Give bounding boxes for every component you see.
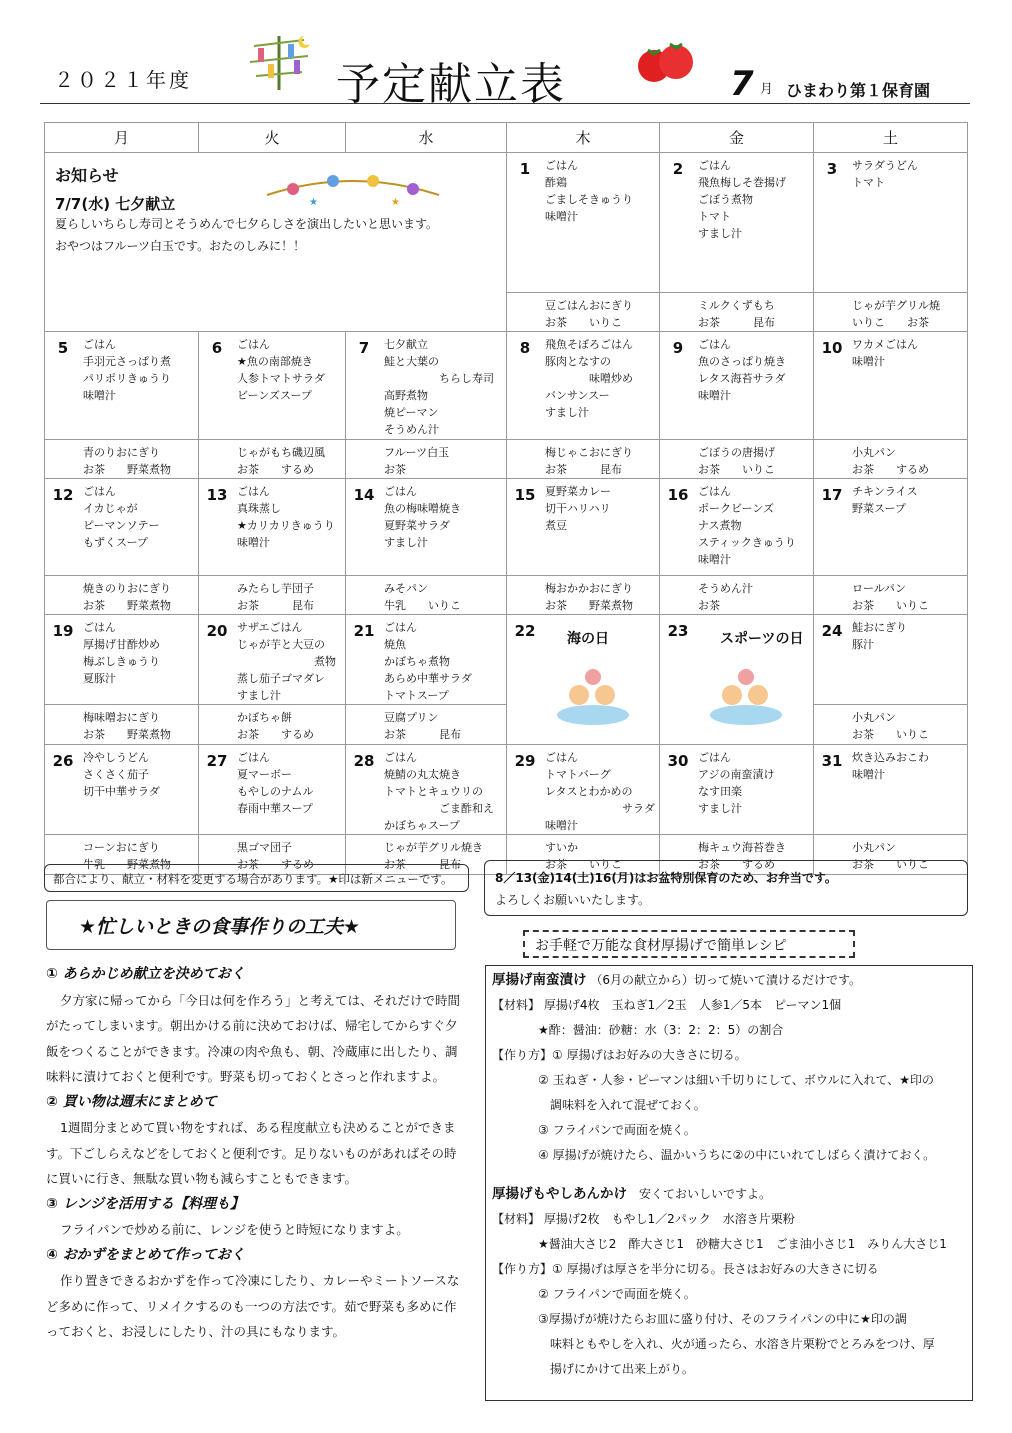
snack-cell xyxy=(660,576,814,615)
day-cell xyxy=(199,615,346,705)
day-cell xyxy=(346,479,507,576)
notice-date: 7/7(水) 七夕献立 xyxy=(55,195,176,213)
snack-cell xyxy=(346,705,507,745)
day-cell xyxy=(507,615,660,745)
day-number: 16 xyxy=(667,486,689,504)
day-number: 26 xyxy=(52,752,74,770)
day-number: 29 xyxy=(514,752,536,770)
day-menu: 七夕献立 鮭と大葉の ちらし寿司 高野煮物 焼ピーマン そうめん汁 xyxy=(384,338,494,436)
notice-box xyxy=(45,153,507,332)
tip-text-2: 1週間分まとめて買い物をすれば、ある程度献立も決めることができます。下ごしらえなどをしておくと便利です。足りないものがあればその時に買いに行き、無駄な買い物も減らすこともできます。 xyxy=(46,1120,457,1186)
snack-cell xyxy=(814,440,968,479)
day-number: 13 xyxy=(206,486,228,504)
day-cell xyxy=(660,745,814,835)
obon-line-1: 8／13(金)14(土)16(月)はお盆特別保育のため、お弁当です。 xyxy=(495,871,837,885)
day-number: 14 xyxy=(353,486,375,504)
recipe-banner-text: お手軽で万能な食材厚揚げで簡単レシピ xyxy=(535,938,787,954)
snack-cell xyxy=(346,440,507,479)
day-menu: ごはん 酢鶏 ごましそきゅうり 味噌汁 xyxy=(545,159,633,223)
recipe-2-step-3b: 味料ともやしを入れ、火が通ったら、水溶き片栗粉でとろみをつけ、厚 xyxy=(550,1337,935,1351)
day-number: 9 xyxy=(672,339,684,357)
day-cell xyxy=(199,479,346,576)
obon-notice xyxy=(484,860,968,916)
day-snack: 焼きのりおにぎり お茶 野菜煮物 xyxy=(83,582,171,612)
day-number: 12 xyxy=(52,486,74,504)
day-menu: ごはん 厚揚げ甘酢炒め 梅ぶしきゅうり 夏豚汁 xyxy=(83,621,160,685)
day-snack: ごぼうの唐揚げ お茶 いりこ xyxy=(698,446,775,476)
snack-cell xyxy=(199,440,346,479)
snack-cell xyxy=(507,440,660,479)
tanabata-garland-icon xyxy=(263,171,443,211)
day-cell xyxy=(199,332,346,440)
day-number: 2 xyxy=(672,160,684,178)
day-menu: ごはん トマトバーグ レタスとわかめの サラダ 味噌汁 xyxy=(545,751,655,832)
day-cell xyxy=(814,745,968,835)
day-number: 3 xyxy=(826,160,838,178)
recipe-2-step-1: 【作り方】① 厚揚げは厚さを半分に切る。長さはお好みの大きさに切る xyxy=(492,1262,879,1276)
snack-cell xyxy=(45,705,199,745)
day-number: 20 xyxy=(206,622,228,640)
snack-cell xyxy=(814,576,968,615)
weekday-5: 土 xyxy=(814,123,968,153)
day-snack: 梅じゃこおにぎり お茶 昆布 xyxy=(545,446,633,476)
day-menu: ごはん 手羽元さっぱり煮 パリポリきゅうり 味噌汁 xyxy=(83,338,171,402)
recipe-2-seasoning: ★醤油大さじ2 酢大さじ1 砂糖大さじ1 ごま油小さじ1 みりん大さじ1 xyxy=(538,1237,947,1251)
day-number: 10 xyxy=(821,339,843,357)
recipe-1-seasoning: ★酢：醤油：砂糖：水（3：2：2：5）の割合 xyxy=(538,1023,784,1037)
day-cell xyxy=(660,479,814,576)
notice-title: お知らせ xyxy=(55,166,119,185)
tips-section xyxy=(46,962,466,1345)
tip-heading-2: ② 買い物は週末にまとめて xyxy=(46,1093,217,1110)
snack-cell xyxy=(814,293,968,332)
svg-text:★: ★ xyxy=(309,197,318,208)
day-number: 8 xyxy=(519,339,531,357)
day-snack: じゃがもち磯辺風 お茶 するめ xyxy=(237,446,325,476)
day-snack: ミルクくずもち お茶 昆布 xyxy=(698,299,775,329)
snack-cell xyxy=(660,293,814,332)
page-header xyxy=(40,20,970,110)
day-snack: みそパン 牛乳 いりこ xyxy=(384,582,461,612)
day-snack: 小丸パン お茶 いりこ xyxy=(852,841,929,871)
day-menu: ごはん ポークビーンズ ナス煮物 スティックきゅうり 味噌汁 xyxy=(698,485,796,566)
day-cell xyxy=(45,479,199,576)
day-snack: 豆ごはんおにぎり お茶 いりこ xyxy=(545,299,633,329)
tip-text-3: フライパンで炒める前に、レンジを使うと時短になりますよ。 xyxy=(60,1222,409,1237)
page-title: 予定献立表 xyxy=(336,59,566,110)
recipe-1-step-1: 【作り方】① 厚揚げはお好みの大きさに切る。 xyxy=(492,1048,747,1062)
holiday-illustration-icon xyxy=(706,659,786,729)
day-menu: 夏野菜カレー 切干ハリハリ 煮豆 xyxy=(545,485,611,532)
recipe-banner xyxy=(523,930,855,958)
recipe-2-step-3c: 揚げにかけて出来上がり。 xyxy=(550,1362,695,1376)
recipe-1-step-2: ② 玉ねぎ・人参・ピーマンは細い千切りにして、ボウルに入れて、★印の xyxy=(538,1073,935,1087)
day-snack: 梅おかかおにぎり お茶 野菜煮物 xyxy=(545,582,633,612)
month-number: 7 xyxy=(730,64,754,104)
day-cell xyxy=(660,615,814,745)
recipe-1-note: （6月の献立から）切って焼いて漬けるだけです。 xyxy=(590,973,862,987)
day-number: 27 xyxy=(206,752,228,770)
tips-heading-banner xyxy=(46,900,456,950)
month-label: 月 xyxy=(760,82,774,97)
day-number: 31 xyxy=(821,752,843,770)
footnote-text: 都合により、献立・材料を変更する場合があります。★印は新メニューです。 xyxy=(53,872,453,886)
svg-text:★: ★ xyxy=(391,197,400,208)
day-snack: ロールパン お茶 いりこ xyxy=(852,582,929,612)
day-snack: すいか お茶 いりこ xyxy=(545,841,622,871)
day-snack: フルーツ白玉 お茶 xyxy=(384,446,450,476)
recipe-1-step-2b: 調味料を入れて混ぜておく。 xyxy=(550,1098,706,1112)
day-menu: 炊き込みおこわ 味噌汁 xyxy=(852,751,929,781)
day-cell xyxy=(507,153,660,293)
snack-cell xyxy=(660,440,814,479)
footnote xyxy=(44,864,469,892)
day-menu: ごはん 魚のさっぱり焼き レタス海苔サラダ 味噌汁 xyxy=(698,338,786,402)
day-number: 17 xyxy=(821,486,843,504)
day-snack: じゃが芋グリル焼き お茶 昆布 xyxy=(384,841,483,871)
recipe-2-step-3: ③厚揚げが焼けたらお皿に盛り付け、そのフライパンの中に★印の調 xyxy=(538,1312,907,1326)
day-menu: ごはん 飛魚梅しそ巻揚げ ごぼう煮物 トマト すまし汁 xyxy=(698,159,786,240)
day-cell xyxy=(507,745,660,835)
day-menu: ごはん 魚の梅味噌焼き 夏野菜サラダ すまし汁 xyxy=(384,485,461,549)
day-cell xyxy=(814,615,968,705)
tip-heading-3: ③ レンジを活用する【料理も】 xyxy=(46,1195,245,1212)
day-number: 30 xyxy=(667,752,689,770)
day-number: 19 xyxy=(52,622,74,640)
day-menu: ごはん イカじゃが ピーマンソテー もずくスープ xyxy=(83,485,160,549)
day-cell xyxy=(814,479,968,576)
day-menu: 冷やしうどん さくさく茄子 切干中華サラダ xyxy=(83,751,160,798)
day-number: 6 xyxy=(211,339,223,357)
day-number: 21 xyxy=(353,622,375,640)
day-snack: 黒ゴマ団子 お茶 するめ xyxy=(237,841,314,871)
day-cell xyxy=(45,745,199,835)
weekday-0: 月 xyxy=(45,123,199,153)
day-cell xyxy=(814,332,968,440)
day-cell xyxy=(507,332,660,440)
recipe-box xyxy=(485,965,973,1401)
day-menu: ごはん 焼魚 かぼちゃ煮物 あらめ中華サラダ トマトスープ xyxy=(384,621,472,702)
snack-cell xyxy=(346,576,507,615)
holiday-illustration-icon xyxy=(553,659,633,729)
recipe-2-title: 厚揚げもやしあんかけ xyxy=(492,1186,627,1202)
snack-cell xyxy=(199,576,346,615)
day-menu: ごはん ★魚の南部焼き 人参トマトサラダ ビーンズスープ xyxy=(237,338,325,402)
recipe-2-ingredients: 【材料】 厚揚げ2枚 もやし1／2パック 水溶き片栗粉 xyxy=(492,1212,795,1226)
day-menu: ごはん 夏マーボー もやしのナムル 春雨中華スープ xyxy=(237,751,314,815)
day-menu: ごはん 焼鯖の丸太焼き トマトとキュウリの ごま酢和え かぼちゃスープ xyxy=(384,751,494,832)
snack-cell xyxy=(199,705,346,745)
day-number: 15 xyxy=(514,486,536,504)
tip-text-1: 夕方家に帰ってから「今日は何を作ろう」と考えては、それだけで時間がたってしまいます。朝出かける前に決めておけば、帰宅してからすぐ夕飯をつくることができます。冷凍の肉や魚も、朝、冷蔵庫に出したり、調味料に漬けておくと便利です。野菜も切っておくとさっと作れますよ。 xyxy=(46,992,461,1084)
holiday-label: 海の日 xyxy=(567,631,609,647)
day-number: 23 xyxy=(667,622,689,640)
day-number: 7 xyxy=(358,339,370,357)
tip-heading-4: ④ おかずをまとめて作っておく xyxy=(46,1246,245,1263)
day-number: 28 xyxy=(353,752,375,770)
day-snack: じゃが芋グリル焼 いりこ お茶 xyxy=(852,299,940,329)
snack-cell xyxy=(507,293,660,332)
day-cell xyxy=(45,615,199,705)
tip-text-4: 作り置きできるおかずを作って冷凍にしたり、カレーやミートソースなど多めに作って、リメイクするのも一つの方法です。茹で野菜も多めに作っておくと、お浸しにしたり、汁の具にもなります。 xyxy=(46,1273,460,1339)
weekday-3: 木 xyxy=(507,123,660,153)
day-snack: みたらし芋団子 お茶 昆布 xyxy=(237,582,314,612)
day-snack: かぼちゃ餅 お茶 するめ xyxy=(237,711,314,741)
day-menu: サラダうどん トマト xyxy=(852,159,918,189)
weekday-header-row xyxy=(45,123,968,153)
notice-line-1: 夏らしいちらし寿司とそうめんで七夕らしさを演出したいと思います。 xyxy=(55,217,439,231)
day-menu: サザエごはん じゃが芋と大豆の 煮物 蒸し茄子ゴマダレ すまし汁 xyxy=(237,621,336,702)
day-menu: ごはん アジの南蛮漬け なす田楽 すまし汁 xyxy=(698,751,775,815)
weekday-4: 金 xyxy=(660,123,814,153)
recipe-1-ingredients: 【材料】 厚揚げ4枚 玉ねぎ1／2玉 人参1／5本 ピーマン1個 xyxy=(492,998,842,1012)
fiscal-year: ２０２１年度 xyxy=(54,68,192,92)
day-number: 5 xyxy=(57,339,69,357)
snack-cell xyxy=(45,576,199,615)
day-cell xyxy=(45,332,199,440)
recipe-2-step-2: ② フライパンで両面を焼く。 xyxy=(538,1287,696,1301)
day-snack: そうめん汁 お茶 xyxy=(698,582,753,612)
recipe-1-title: 厚揚げ南蛮漬け xyxy=(492,972,587,988)
day-menu: 鮭おにぎり 豚汁 xyxy=(852,621,907,651)
day-menu: 飛魚そぼろごはん 豚肉となすの 味噌炒め バンサンスー すまし汁 xyxy=(545,338,633,419)
day-snack: 梅味噌おにぎり お茶 野菜煮物 xyxy=(83,711,171,741)
tanabata-bamboo-icon xyxy=(244,32,314,92)
snack-cell xyxy=(507,576,660,615)
tip-heading-1: ① あらかじめ献立を決めておく xyxy=(46,966,245,982)
day-snack: 小丸パン お茶 いりこ xyxy=(852,711,929,741)
obon-line-2: よろしくお願いいたします。 xyxy=(495,893,651,907)
day-cell xyxy=(346,615,507,705)
weekday-2: 水 xyxy=(346,123,507,153)
day-menu: ごはん 真珠蒸し ★カリカリきゅうり 味噌汁 xyxy=(237,485,335,549)
holiday-label: スポーツの日 xyxy=(720,631,804,647)
day-snack: 豆腐プリン お茶 昆布 xyxy=(384,711,461,741)
tomato-icon xyxy=(634,36,696,86)
tips-heading: ★忙しいときの食事作りの工夫★ xyxy=(79,916,361,938)
day-cell xyxy=(660,153,814,293)
day-cell xyxy=(814,153,968,293)
day-menu: ワカメごはん 味噌汁 xyxy=(852,338,918,368)
school-name: ひまわり第１保育園 xyxy=(786,81,931,100)
recipe-2-note: 安くておいしいですよ。 xyxy=(639,1187,772,1201)
recipe-1-step-4: ④ 厚揚げが焼けたら、温かいうちに②の中にいれてしばらく漬けておく。 xyxy=(538,1148,936,1162)
day-cell xyxy=(346,332,507,440)
day-snack: 梅キュウ海苔巻き お茶 するめ xyxy=(698,841,786,871)
day-number: 1 xyxy=(519,160,531,178)
day-cell xyxy=(507,479,660,576)
day-cell xyxy=(199,745,346,835)
day-snack: 小丸パン お茶 するめ xyxy=(852,446,929,476)
day-menu: チキンライス 野菜スープ xyxy=(852,485,918,515)
menu-calendar xyxy=(44,122,968,875)
day-cell xyxy=(660,332,814,440)
snack-cell xyxy=(45,440,199,479)
notice-line-2: おやつはフルーツ白玉です。おたのしみに！！ xyxy=(55,239,306,253)
day-snack: コーンおにぎり 牛乳 野菜煮物 xyxy=(83,841,171,871)
weekday-1: 火 xyxy=(199,123,346,153)
snack-cell xyxy=(814,705,968,745)
day-number: 22 xyxy=(514,622,536,640)
day-snack: 青のりおにぎり お茶 野菜煮物 xyxy=(83,446,171,476)
day-number: 24 xyxy=(821,622,843,640)
day-cell xyxy=(346,745,507,835)
recipe-1-step-3: ③ フライパンで両面を焼く。 xyxy=(538,1123,696,1137)
